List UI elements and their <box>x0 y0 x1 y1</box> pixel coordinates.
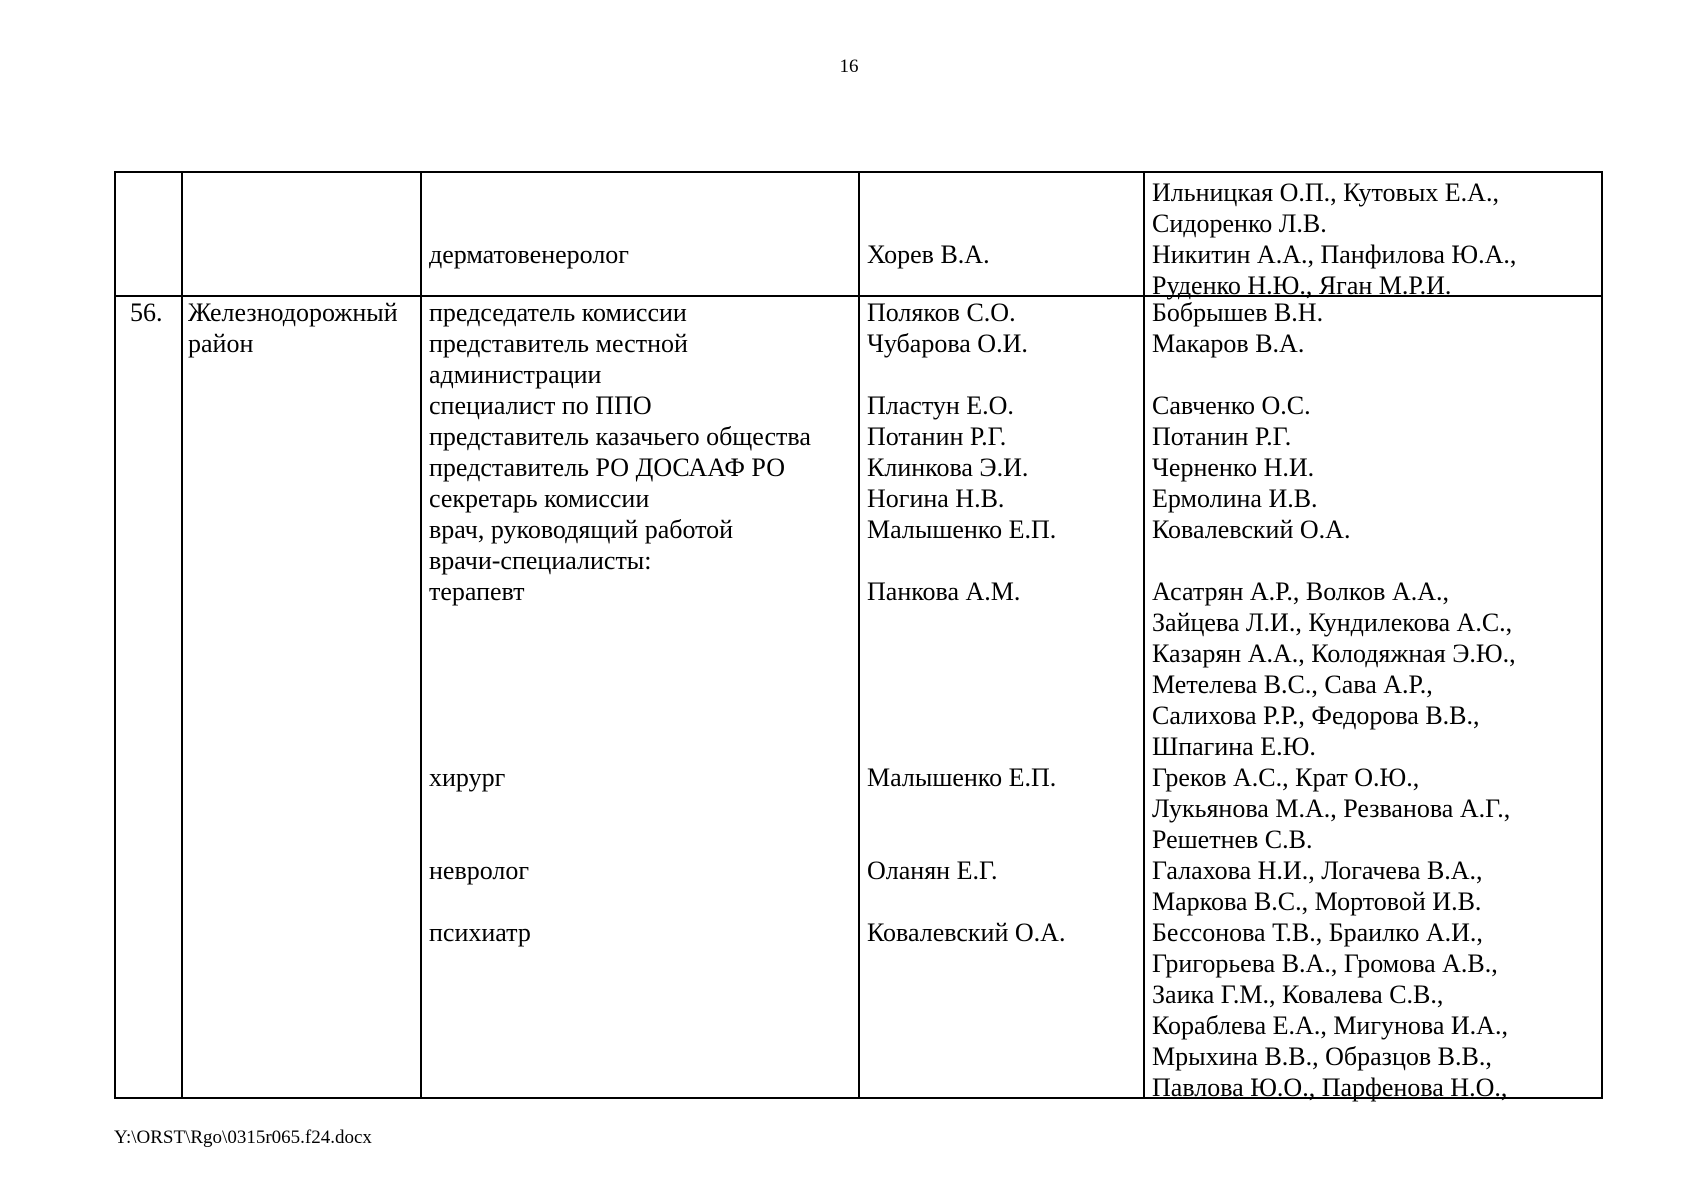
substitute-names: Сидоренко Л.В. <box>1152 209 1327 238</box>
substitute-names: Асатрян А.Р., Волков А.А., <box>1152 577 1450 606</box>
substitute-names: Салихова Р.Р., Федорова В.В., <box>1152 701 1480 730</box>
specialty-label: дерматовенеролог <box>429 240 629 269</box>
row-number: 56. <box>130 298 163 327</box>
substitute-names: Макаров В.А. <box>1152 329 1305 358</box>
commission-table <box>114 171 1603 1102</box>
member-name: Поляков С.О. <box>867 298 1016 327</box>
substitute-names: Потанин Р.Г. <box>1152 422 1292 451</box>
substitute-names: Лукьянова М.А., Резванова А.Г., <box>1152 794 1511 823</box>
role-label: представитель местной <box>429 329 688 358</box>
substitute-names: Галахова Н.И., Логачева В.А., <box>1152 856 1483 885</box>
member-name: Потанин Р.Г. <box>867 422 1007 451</box>
member-name: Оланян Е.Г. <box>867 856 998 885</box>
footer-file-path: Y:\ORST\Rgo\0315r065.f24.docx <box>114 1127 372 1148</box>
member-name: Малышенко Е.П. <box>867 515 1057 544</box>
role-label: специалист по ППО <box>429 391 652 420</box>
substitute-names: Руденко Н.Ю., Яган М.Р.И. <box>1152 271 1452 300</box>
member-name: Пластун Е.О. <box>867 391 1014 420</box>
page-number: 16 <box>839 56 859 77</box>
substitute-names: Павлова Ю.О., Парфенова Н.О., <box>1152 1073 1508 1102</box>
role-label: секретарь комиссии <box>429 484 650 513</box>
column-divider <box>1143 173 1145 1097</box>
role-label: врачи-специалисты: <box>429 546 652 575</box>
member-name: Чубарова О.И. <box>867 329 1028 358</box>
substitute-names: Ковалевский О.А. <box>1152 515 1351 544</box>
substitute-names: Шпагина Е.Ю. <box>1152 732 1316 761</box>
role-label: представитель казачьего общества <box>429 422 811 451</box>
member-name: Малышенко Е.П. <box>867 763 1057 792</box>
role-label: администрации <box>429 360 602 389</box>
substitute-names: Зайцева Л.И., Кундилекова А.С., <box>1152 608 1513 637</box>
substitute-names: Маркова В.С., Мортовой И.В. <box>1152 887 1482 916</box>
substitute-names: Казарян А.А., Колодяжная Э.Ю., <box>1152 639 1516 668</box>
member-name: Ковалевский О.А. <box>867 918 1066 947</box>
substitute-names: Бессонова Т.В., Браилко А.И., <box>1152 918 1483 947</box>
substitute-names: Черненко Н.И. <box>1152 453 1315 482</box>
member-name: Клинкова Э.И. <box>867 453 1029 482</box>
district-name: район <box>188 329 254 358</box>
member-name: Ногина Н.В. <box>867 484 1005 513</box>
column-divider <box>858 173 860 1097</box>
role-label: председатель комиссии <box>429 298 687 327</box>
substitute-names: Метелева В.С., Сава А.Р., <box>1152 670 1433 699</box>
role-label: врач, руководящий работой <box>429 515 734 544</box>
member-name: Панкова А.М. <box>867 577 1021 606</box>
district-name: Железнодорожный <box>188 298 398 327</box>
substitute-names: Савченко О.С. <box>1152 391 1311 420</box>
substitute-names: Бобрышев В.Н. <box>1152 298 1324 327</box>
substitute-names: Греков А.С., Крат О.Ю., <box>1152 763 1420 792</box>
substitute-names: Ильницкая О.П., Кутовых Е.А., <box>1152 178 1499 207</box>
substitute-names: Григорьева В.А., Громова А.В., <box>1152 949 1498 978</box>
role-label: представитель РО ДОСААФ РО <box>429 453 785 482</box>
substitute-names: Мрыхина В.В., Образцов В.В., <box>1152 1042 1492 1071</box>
substitute-names: Никитин А.А., Панфилова Ю.А., <box>1152 240 1517 269</box>
substitute-names: Заика Г.М., Ковалева С.В., <box>1152 980 1444 1009</box>
role-label: невролог <box>429 856 530 885</box>
substitute-names: Ермолина И.В. <box>1152 484 1318 513</box>
substitute-names: Кораблева Е.А., Мигунова И.А., <box>1152 1011 1508 1040</box>
role-label: хирург <box>429 763 506 792</box>
substitute-names: Решетнев С.В. <box>1152 825 1313 854</box>
role-label: терапевт <box>429 577 525 606</box>
role-label: психиатр <box>429 918 531 947</box>
column-divider <box>420 173 422 1097</box>
member-name: Хорев В.А. <box>867 240 990 269</box>
column-divider <box>181 173 183 1097</box>
